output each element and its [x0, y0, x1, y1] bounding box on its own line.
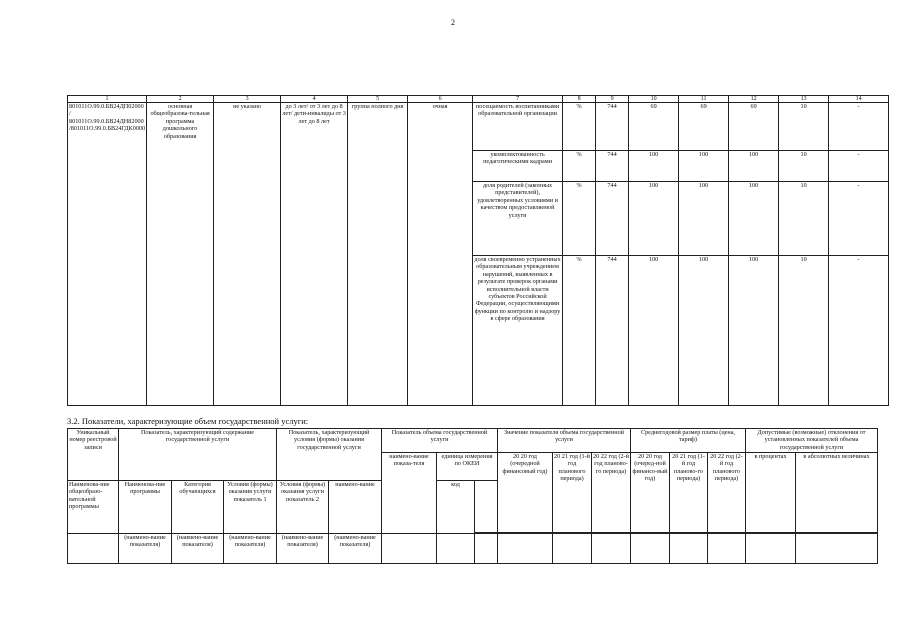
column-number: 13	[779, 96, 829, 103]
indicator-name: доля родителей (законных представителей), удовлетворенных условиями и качеством предоставляемой услуги	[473, 182, 563, 256]
age-group: до 3 лет/ от 3 лет до 8 лет/ дети-инвалиды от 3 лет до 8 лет	[281, 103, 348, 406]
subheader-row	[68, 534, 878, 564]
header-row	[68, 96, 889, 103]
column-number: 7	[473, 96, 563, 103]
header-condition-2: Условия (формы) оказания услуги показатель 2	[277, 481, 329, 534]
indicator-name: укомплектованность педагогическими кадрами	[473, 151, 563, 182]
column-number: 12	[729, 96, 779, 103]
unit: %	[563, 151, 596, 182]
column-number: 10	[629, 96, 679, 103]
column-number: 11	[679, 96, 729, 103]
volume-indicators-table	[67, 428, 878, 564]
value-year2: 100	[679, 151, 729, 182]
deviation-percent: 10	[779, 256, 829, 406]
program-name: основная общеобразова-тельная программа дошкольного образования	[147, 103, 214, 406]
column-number: 3	[214, 96, 281, 103]
deviation-absolute: -	[829, 103, 889, 151]
empty-cell	[68, 534, 119, 564]
header-content: Показатель, характеризующий содержание государственной услуги	[119, 429, 277, 481]
header-dev-absolute: в абсолютных величинах	[796, 453, 878, 533]
category: не указано	[214, 103, 281, 406]
sub-label: (наимено-вание показателя)	[224, 534, 277, 564]
stay-group: группа полного дня	[348, 103, 408, 406]
value-year1: 100	[629, 256, 679, 406]
header-content-3: Категория обучающихся	[172, 481, 224, 534]
empty-cell	[437, 534, 475, 564]
value-year2: 69	[679, 103, 729, 151]
header-year2: 20 21 год (1-й год планового периода)	[553, 453, 592, 533]
deviation-absolute: -	[829, 182, 889, 256]
section-title: 3.2. Показатели, характеризующие объем государственной услуги:	[67, 416, 309, 426]
empty-cell	[796, 534, 878, 564]
education-form: очная	[408, 103, 473, 406]
indicator-name: доля своевременно устраненных образовательным учреждением нарушений, выявленных в результате проверок органами исполнительной власти субъектов Российской Федерации, осуществляющими функции по контролю и надзору в сфере образования	[473, 256, 563, 406]
value-year1: 69	[629, 103, 679, 151]
empty-cell	[670, 534, 708, 564]
quality-indicators-table	[67, 95, 889, 406]
header-price-year3: 20 22 год (2-й год планового периода)	[708, 453, 746, 533]
indicator-name: посещаемость воспитанниками образовательной организации	[473, 103, 563, 151]
column-number: 2	[147, 96, 214, 103]
header-unit-code: код	[437, 481, 475, 534]
column-number: 4	[281, 96, 348, 103]
value-year1: 100	[629, 182, 679, 256]
sub-label: (наимено-вание показателя)	[277, 534, 329, 564]
value-year3: 100	[729, 182, 779, 256]
value-year3: 69	[729, 103, 779, 151]
unit: %	[563, 182, 596, 256]
column-number: 6	[408, 96, 473, 103]
value-year2: 100	[679, 182, 729, 256]
okei-code: 744	[596, 256, 629, 406]
header-row	[68, 429, 878, 453]
header-values: Значение показателя объема государственной услуги	[498, 429, 631, 453]
empty-cell	[631, 534, 670, 564]
header-unit: единица измерения по ОКЕИ	[437, 453, 498, 481]
header-content-2: Наименова-ние программы	[119, 481, 172, 534]
deviation-percent: 10	[779, 182, 829, 256]
header-year1: 20 20 год (очередной финансовый год)	[498, 453, 553, 533]
page-number: 2	[451, 18, 455, 27]
header-registry: Уникальный номер реестровой записи	[68, 429, 119, 481]
deviation-percent: 10	[779, 151, 829, 182]
header-condition-1: Условия (формы) оказания услуги показатель 1	[224, 481, 277, 534]
empty-cell	[382, 534, 437, 564]
value-year1: 100	[629, 151, 679, 182]
deviation-percent: 10	[779, 103, 829, 151]
okei-code: 744	[596, 151, 629, 182]
value-year3: 100	[729, 256, 779, 406]
header-price: Среднегодовой размер платы (цена, тариф)	[631, 429, 746, 453]
header-conditions: Показатель, характеризующий условия (формы) оказания государственной услуги	[277, 429, 382, 481]
deviation-absolute: -	[829, 151, 889, 182]
sub-label: (наимено-вание показателя)	[329, 534, 382, 564]
value-year3: 100	[729, 151, 779, 182]
column-number: 1	[68, 96, 147, 103]
table-row	[68, 103, 889, 151]
column-number: 5	[348, 96, 408, 103]
empty-cell	[475, 534, 498, 564]
sub-label: (наимено-вание показателя)	[119, 534, 172, 564]
column-number: 9	[596, 96, 629, 103]
empty-cell	[592, 534, 631, 564]
registry-number: 801011О.99.0.БВ24ДП02000 / 801011О.99.0.БВ24ДН82000 /801011О.99.0.БВ24ГДК0000	[68, 103, 147, 406]
header-unit-name: наимено-вание	[329, 481, 382, 534]
unit: %	[563, 256, 596, 406]
sub-label: (наимено-вание показателя)	[172, 534, 224, 564]
unit: %	[563, 103, 596, 151]
okei-code: 744	[596, 103, 629, 151]
header-indicator-name: наимено-вание показа-теля	[382, 453, 437, 534]
header-volume: Показатель объема государственной услуги	[382, 429, 498, 453]
okei-code: 744	[596, 182, 629, 256]
header-price-year2: 20 21 год (1-й год планово-го периода)	[670, 453, 708, 533]
header-year3: 20 22 год (2-й год планово-го периода)	[592, 453, 631, 533]
header-price-year1: 20 20 год (очеред-ной финансо-вый год)	[631, 453, 670, 533]
column-number: 14	[829, 96, 889, 103]
value-year2: 100	[679, 256, 729, 406]
deviation-absolute: -	[829, 256, 889, 406]
empty-cell	[498, 534, 553, 564]
empty-cell	[746, 534, 796, 564]
header-deviation: Допустимые (возможные) отклонения от установленных показателей объема государственной услуги	[746, 429, 878, 453]
header-content-1: Наименова-ние общеобразо-вательной программы	[68, 481, 119, 534]
empty-cell	[553, 534, 592, 564]
column-number: 8	[563, 96, 596, 103]
empty-cell	[708, 534, 746, 564]
header-dev-percent: в процентах	[746, 453, 796, 533]
